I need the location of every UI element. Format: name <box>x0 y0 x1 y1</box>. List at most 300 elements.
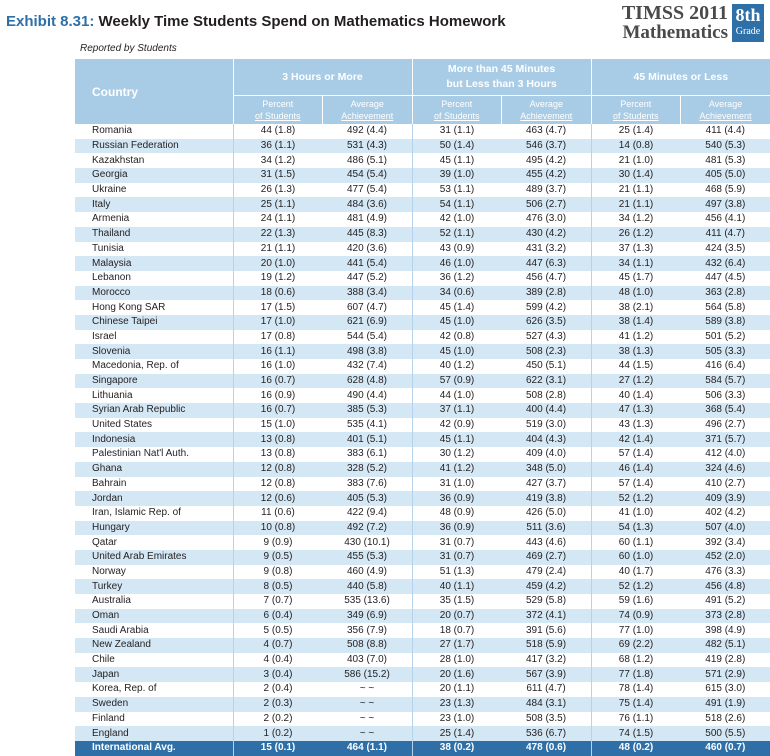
achievement-cell: 349 (6.9) <box>323 609 413 624</box>
country-name: Iran, Islamic Rep. of <box>92 507 181 519</box>
percent-cell: 45 (1.0) <box>412 344 502 359</box>
achievement-cell: 497 (3.8) <box>681 197 770 212</box>
percent-cell: 4 (0.4) <box>233 653 323 668</box>
table-row <box>75 359 770 374</box>
percent-cell: 12 (0.6) <box>233 491 323 506</box>
percent-cell: 76 (1.1) <box>591 712 681 727</box>
percent-cell: 34 (1.2) <box>233 153 323 168</box>
achievement-cell: 402 (4.2) <box>705 507 746 519</box>
country-name: Israel <box>92 330 117 342</box>
subheader-line: Percent <box>441 99 473 109</box>
achievement-cell: 531 (4.3) <box>323 139 413 154</box>
achievement-cell: 567 (3.9) <box>502 667 592 682</box>
achievement-cell: 535 (13.6) <box>344 595 390 607</box>
percent-cell: 78 (1.4) <box>591 682 681 697</box>
achievement-cell: 628 (4.8) <box>323 374 413 389</box>
achievement-cell: 441 (5.4) <box>323 256 413 271</box>
achievement-cell: 482 (5.1) <box>681 638 770 653</box>
percent-cell: 68 (1.2) <box>591 653 681 668</box>
achievement-cell: 456 (4.8) <box>681 579 770 594</box>
percent-cell: 52 (1.1) <box>412 227 502 242</box>
percent-cell: 48 (0.2) <box>591 741 681 756</box>
achievement-cell: ~ ~ <box>359 683 375 695</box>
achievement-cell: 484 (3.6) <box>323 197 413 212</box>
achievement-cell: 492 (7.2) <box>323 521 413 536</box>
achievement-cell: 372 (4.1) <box>502 609 592 624</box>
achievement-cell: 422 (9.4) <box>346 507 388 519</box>
timss-logo <box>622 4 764 44</box>
country-name: Thailand <box>75 227 233 242</box>
logo-line1: TIMSS 2011 <box>621 2 728 24</box>
percent-cell: 38 (1.3) <box>591 344 681 359</box>
percent-cell: 34 (1.2) <box>591 212 681 227</box>
achievement-cell: ~ ~ <box>323 697 413 712</box>
country-name: Australia <box>92 595 131 607</box>
achievement-cell: 508 (3.5) <box>526 712 567 724</box>
percent-cell: 34 (1.1) <box>591 256 681 271</box>
table-row <box>75 139 770 154</box>
achievement-cell: 432 (6.4) <box>681 256 770 271</box>
table-row <box>75 579 770 594</box>
achievement-cell: 518 (5.9) <box>502 638 592 653</box>
country-name: Russian Federation <box>75 139 233 154</box>
percent-cell: 30 (1.2) <box>412 447 502 462</box>
country-name: Hungary <box>75 521 233 536</box>
subheader-line: of Students <box>613 111 659 121</box>
achievement-cell: 431 (3.2) <box>526 242 567 254</box>
achievement-cell: 403 (7.0) <box>346 654 388 666</box>
achievement-cell: 456 (4.1) <box>705 213 746 225</box>
achievement-cell: 468 (5.9) <box>705 184 746 196</box>
table-row <box>75 388 770 403</box>
achievement-cell: 391 (5.6) <box>526 624 567 636</box>
percent-cell: 45 (1.1) <box>412 153 502 168</box>
exhibit-title: Weekly Time Students Spend on Mathematics Homework <box>98 13 506 30</box>
country-header: Country <box>75 59 233 124</box>
achievement-cell: 447 (5.2) <box>346 272 388 284</box>
percent-cell: 18 (0.7) <box>412 623 502 638</box>
percent-cell: 9 (0.8) <box>233 565 323 580</box>
percent-cell: 28 (1.0) <box>412 653 502 668</box>
country-name: Ukraine <box>92 184 127 196</box>
achievement-cell: 626 (3.5) <box>502 315 592 330</box>
percent-cell: 37 (1.3) <box>591 242 681 257</box>
table-row <box>75 462 770 477</box>
achievement-cell: 508 (2.8) <box>526 389 567 401</box>
percent-cell: 25 (1.4) <box>412 726 502 741</box>
percent-cell: 16 (0.7) <box>233 374 323 389</box>
table-row <box>75 638 770 653</box>
country-name: Lebanon <box>92 272 131 284</box>
group-header-3-hours-or-more <box>233 59 412 96</box>
table-row <box>75 609 770 624</box>
achievement-cell: 368 (5.4) <box>681 403 770 418</box>
country-name: Georgia <box>75 168 233 183</box>
percent-cell: 22 (1.3) <box>233 227 323 242</box>
percent-cell: 38 (2.1) <box>591 300 681 315</box>
achievement-cell: 501 (5.2) <box>705 330 746 342</box>
achievement-cell: ~ ~ <box>323 726 413 741</box>
achievement-cell: 454 (5.4) <box>323 168 413 183</box>
percent-cell: 40 (1.2) <box>412 359 502 374</box>
table-row <box>75 168 770 183</box>
country-name: Turkey <box>75 579 233 594</box>
percent-cell: 42 (0.9) <box>412 418 502 433</box>
percent-cell: 36 (1.1) <box>233 139 323 154</box>
percent-cell: 57 (1.4) <box>591 477 681 492</box>
country-name: Finland <box>92 712 125 724</box>
group-header-45-min-or-less <box>591 59 770 96</box>
subheader-line: of Students <box>254 111 301 121</box>
table-row <box>75 227 770 242</box>
percent-cell: 1 (0.2) <box>233 726 323 741</box>
achievement-cell: 452 (2.0) <box>681 550 770 565</box>
group-header-line: More than 45 Minutes <box>447 63 556 75</box>
table-row <box>75 726 770 741</box>
achievement-cell: 527 (4.3) <box>526 330 567 342</box>
subheader-line: Percent <box>262 99 294 109</box>
percent-cell: 15 (1.0) <box>233 418 323 433</box>
achievement-cell: 519 (3.0) <box>526 419 567 431</box>
achievement-cell: 447 (6.3) <box>502 256 592 271</box>
percent-cell: 40 (1.7) <box>591 565 681 580</box>
subheader-line: Average <box>708 99 743 109</box>
achievement-cell: 529 (5.8) <box>526 595 567 607</box>
percent-cell: 17 (1.0) <box>233 315 323 330</box>
table-row <box>75 521 770 536</box>
percent-cell: 3 (0.4) <box>233 667 323 682</box>
achievement-cell: 405 (5.0) <box>681 168 770 183</box>
percent-cell: 42 (1.0) <box>412 212 502 227</box>
percent-cell: 20 (1.1) <box>412 682 502 697</box>
percent-cell: 57 (1.4) <box>591 447 681 462</box>
subheader-line: of Students <box>433 111 480 121</box>
subheader-line: Achievement <box>699 111 752 121</box>
percent-cell: 36 (0.9) <box>412 491 502 506</box>
percent-cell: 27 (1.2) <box>591 374 681 389</box>
percent-cell: 52 (1.2) <box>591 491 681 506</box>
subheader-line: Achievement <box>520 111 573 121</box>
percent-cell: 31 (1.1) <box>412 124 502 139</box>
achievement-cell: 409 (3.9) <box>681 491 770 506</box>
achievement-cell: 536 (6.7) <box>502 726 592 741</box>
percent-cell: 23 (1.3) <box>412 697 502 712</box>
achievement-cell: 469 (2.7) <box>502 550 592 565</box>
achievement-cell: 589 (3.8) <box>681 315 770 330</box>
achievement-cell: 411 (4.7) <box>681 227 770 242</box>
achievement-cell: 599 (4.2) <box>526 301 567 313</box>
percent-cell: 9 (0.5) <box>233 550 323 565</box>
achievement-cell: 419 (3.8) <box>502 491 592 506</box>
achievement-cell: 506 (3.3) <box>705 389 746 401</box>
achievement-cell: 356 (7.9) <box>346 624 388 636</box>
percent-cell: 13 (0.8) <box>233 447 323 462</box>
percent-cell: 44 (1.5) <box>591 359 681 374</box>
percent-cell: 31 (0.7) <box>412 550 502 565</box>
table-row <box>75 212 770 227</box>
percent-cell: 31 (1.5) <box>233 168 323 183</box>
achievement-cell: 511 (3.6) <box>502 521 592 536</box>
achievement-cell: 544 (5.4) <box>346 330 388 342</box>
percent-cell: 12 (0.8) <box>233 462 323 477</box>
percent-cell: 26 (1.2) <box>591 227 681 242</box>
percent-cell: 36 (0.9) <box>412 521 502 536</box>
achievement-cell: 440 (5.8) <box>323 579 413 594</box>
percent-cell: 48 (0.9) <box>412 506 502 521</box>
table-row <box>75 344 770 359</box>
country-name: Indonesia <box>75 432 233 447</box>
percent-cell: 35 (1.5) <box>412 594 502 609</box>
table-row <box>75 418 770 433</box>
achievement-cell: 506 (2.7) <box>502 197 592 212</box>
percent-cell: 54 (1.3) <box>591 521 681 536</box>
achievement-cell: 496 (2.7) <box>705 419 746 431</box>
achievement-cell: 417 (3.2) <box>526 654 567 666</box>
percent-cell: 2 (0.4) <box>233 682 323 697</box>
percent-cell: 60 (1.1) <box>591 535 681 550</box>
achievement-cell: 611 (4.7) <box>526 683 566 695</box>
country-name: Ghana <box>75 462 233 477</box>
achievement-cell: 328 (5.2) <box>323 462 413 477</box>
reported-by-note: Reported by Students <box>80 43 177 54</box>
achievement-cell: 430 (4.2) <box>502 227 592 242</box>
percent-cell: 48 (1.0) <box>591 286 681 301</box>
country-name: Slovenia <box>75 344 233 359</box>
table-row <box>75 682 770 697</box>
percent-cell: 60 (1.0) <box>591 550 681 565</box>
achievement-cell: 486 (5.1) <box>346 154 388 166</box>
country-name: Sweden <box>75 697 233 712</box>
percent-cell: 44 (1.0) <box>412 388 502 403</box>
achievement-cell: 412 (4.0) <box>705 448 746 460</box>
achievement-cell: 400 (4.4) <box>502 403 592 418</box>
percent-cell: 19 (1.2) <box>233 271 323 286</box>
percent-cell: 20 (0.7) <box>412 609 502 624</box>
percent-cell: 38 (1.4) <box>591 315 681 330</box>
achievement-cell: 478 (0.6) <box>502 741 592 756</box>
average-achievement-header <box>502 96 592 125</box>
achievement-cell: 383 (7.6) <box>346 477 388 489</box>
table-row <box>75 697 770 712</box>
country-name: Saudi Arabia <box>92 624 149 636</box>
exhibit-number: Exhibit 8.31: <box>6 13 95 30</box>
table-row <box>75 403 770 418</box>
achievement-cell: 489 (3.7) <box>526 184 567 196</box>
percent-cell: 75 (1.4) <box>591 697 681 712</box>
exhibit-heading <box>6 13 506 30</box>
achievement-cell: 460 (0.7) <box>681 741 770 756</box>
percent-cell: 53 (1.1) <box>412 183 502 198</box>
achievement-cell: 455 (4.2) <box>502 168 592 183</box>
country-name: International Avg. <box>75 741 233 756</box>
country-name: Jordan <box>75 491 233 506</box>
achievement-cell: 505 (3.3) <box>681 344 770 359</box>
country-name: New Zealand <box>75 638 233 653</box>
table-row <box>75 256 770 271</box>
homework-table <box>75 59 770 756</box>
table-row <box>75 712 770 727</box>
achievement-cell: 490 (4.4) <box>346 389 388 401</box>
achievement-cell: 546 (3.7) <box>502 139 592 154</box>
achievement-cell: 477 (5.4) <box>346 184 388 196</box>
table-row <box>75 271 770 286</box>
achievement-cell: 456 (4.7) <box>526 272 567 284</box>
country-name: Tunisia <box>92 242 124 254</box>
percent-cell: 12 (0.8) <box>233 477 323 492</box>
percent-cell: 45 (1.7) <box>591 271 681 286</box>
percent-cell: 25 (1.1) <box>233 197 323 212</box>
achievement-cell: 404 (4.3) <box>502 432 592 447</box>
achievement-cell: 371 (5.7) <box>681 432 770 447</box>
table-row <box>75 491 770 506</box>
percent-cell: 24 (1.1) <box>233 212 323 227</box>
table-row <box>75 506 770 521</box>
achievement-cell: 463 (4.7) <box>526 125 567 137</box>
achievement-cell: 460 (4.9) <box>346 565 388 577</box>
achievement-cell: 479 (2.4) <box>526 565 567 577</box>
percent-cell: 16 (0.9) <box>233 388 323 403</box>
achievement-cell: 424 (3.5) <box>705 242 746 254</box>
achievement-cell: 432 (7.4) <box>346 360 388 372</box>
achievement-cell: 324 (4.6) <box>681 462 770 477</box>
percent-cell: 9 (0.9) <box>233 535 323 550</box>
table-row <box>75 330 770 345</box>
average-achievement-header <box>681 96 770 125</box>
table-row <box>75 124 770 139</box>
table-body <box>75 124 770 756</box>
percent-cell: 45 (1.4) <box>412 300 502 315</box>
percent-of-students-header <box>591 96 681 125</box>
achievement-cell: 410 (2.7) <box>705 477 746 489</box>
achievement-cell: 383 (6.1) <box>346 448 388 460</box>
country-name: Qatar <box>92 536 118 548</box>
country-name: Malaysia <box>75 256 233 271</box>
country-name: Armenia <box>92 213 130 225</box>
achievement-cell: 443 (4.6) <box>526 536 567 548</box>
international-average-row <box>75 741 770 756</box>
percent-cell: 47 (1.3) <box>591 403 681 418</box>
percent-cell: 8 (0.5) <box>233 579 323 594</box>
achievement-cell: 491 (5.2) <box>705 595 746 607</box>
country-name: Korea, Rep. of <box>92 683 157 695</box>
achievement-cell: 586 (15.2) <box>323 667 413 682</box>
achievement-cell: 401 (5.1) <box>323 432 413 447</box>
achievement-cell: 409 (4.0) <box>526 448 567 460</box>
table-row <box>75 667 770 682</box>
percent-cell: 17 (0.8) <box>233 330 323 345</box>
percent-of-students-header <box>233 96 323 125</box>
achievement-cell: 495 (4.2) <box>526 154 567 166</box>
percent-cell: 57 (0.9) <box>412 374 502 389</box>
percent-cell: 41 (1.2) <box>412 462 502 477</box>
percent-cell: 21 (1.1) <box>233 242 323 257</box>
achievement-cell: 445 (8.3) <box>323 227 413 242</box>
percent-cell: 4 (0.7) <box>233 638 323 653</box>
percent-cell: 31 (0.7) <box>412 535 502 550</box>
percent-cell: 2 (0.3) <box>233 697 323 712</box>
country-name: Norway <box>92 565 126 577</box>
achievement-cell: 405 (5.3) <box>323 491 413 506</box>
achievement-cell: 464 (1.1) <box>323 741 413 756</box>
country-name: Japan <box>75 667 233 682</box>
percent-cell: 40 (1.4) <box>591 388 681 403</box>
achievement-cell: 492 (4.4) <box>346 125 388 137</box>
percent-cell: 17 (1.5) <box>233 300 323 315</box>
country-name: Bahrain <box>92 477 127 489</box>
country-name: Singapore <box>75 374 233 389</box>
percent-cell: 74 (1.5) <box>591 726 681 741</box>
country-name: Hong Kong SAR <box>92 301 166 313</box>
achievement-cell: ~ ~ <box>359 712 375 724</box>
percent-cell: 38 (0.2) <box>412 741 502 756</box>
achievement-cell: 571 (2.9) <box>681 667 770 682</box>
achievement-cell: 392 (3.4) <box>705 536 746 548</box>
achievement-cell: 373 (2.8) <box>681 609 770 624</box>
percent-cell: 37 (1.1) <box>412 403 502 418</box>
table-row <box>75 447 770 462</box>
percent-cell: 16 (1.0) <box>233 359 323 374</box>
table-row <box>75 594 770 609</box>
achievement-cell: 622 (3.1) <box>502 374 592 389</box>
achievement-cell: 420 (3.6) <box>346 242 388 254</box>
percent-cell: 40 (1.1) <box>412 579 502 594</box>
country-name: Italy <box>75 197 233 212</box>
achievement-cell: 508 (8.8) <box>323 638 413 653</box>
country-name: Romania <box>92 125 133 137</box>
percent-cell: 51 (1.3) <box>412 565 502 580</box>
achievement-cell: 348 (5.0) <box>502 462 592 477</box>
achievement-cell: 518 (2.6) <box>705 712 746 724</box>
percent-cell: 41 (1.2) <box>591 330 681 345</box>
country-name: United States <box>92 419 153 431</box>
percent-cell: 20 (1.6) <box>412 667 502 682</box>
country-name: Lithuania <box>92 389 133 401</box>
grade-number: 8th <box>735 5 761 25</box>
achievement-cell: 508 (2.3) <box>502 344 592 359</box>
percent-cell: 25 (1.4) <box>591 124 681 139</box>
percent-cell: 41 (1.0) <box>591 506 681 521</box>
percent-cell: 69 (2.2) <box>591 638 681 653</box>
subheader-line: Achievement <box>341 111 394 121</box>
achievement-cell: 450 (5.1) <box>526 360 567 372</box>
achievement-cell: 447 (4.5) <box>705 272 746 284</box>
achievement-cell: 455 (5.3) <box>323 550 413 565</box>
achievement-cell: 584 (5.7) <box>681 374 770 389</box>
table-row <box>75 550 770 565</box>
percent-cell: 59 (1.6) <box>591 594 681 609</box>
achievement-cell: 491 (1.9) <box>681 697 770 712</box>
achievement-cell: 484 (3.1) <box>502 697 592 712</box>
percent-cell: 74 (0.9) <box>591 609 681 624</box>
group-header-line: 45 Minutes or Less <box>633 70 729 83</box>
achievement-cell: 615 (3.0) <box>705 683 746 695</box>
percent-cell: 13 (0.8) <box>233 432 323 447</box>
achievement-cell: 398 (4.9) <box>705 624 746 636</box>
percent-cell: 21 (1.1) <box>591 197 681 212</box>
percent-cell: 77 (1.0) <box>591 623 681 638</box>
table-row <box>75 623 770 638</box>
percent-cell: 27 (1.7) <box>412 638 502 653</box>
percent-cell: 46 (1.0) <box>412 256 502 271</box>
percent-cell: 43 (0.9) <box>412 242 502 257</box>
table-row <box>75 374 770 389</box>
achievement-cell: 500 (5.5) <box>681 726 770 741</box>
achievement-cell: 388 (3.4) <box>323 286 413 301</box>
percent-cell: 36 (1.2) <box>412 271 502 286</box>
percent-cell: 20 (1.0) <box>233 256 323 271</box>
percent-cell: 45 (1.1) <box>412 432 502 447</box>
achievement-cell: 607 (4.7) <box>346 301 388 313</box>
